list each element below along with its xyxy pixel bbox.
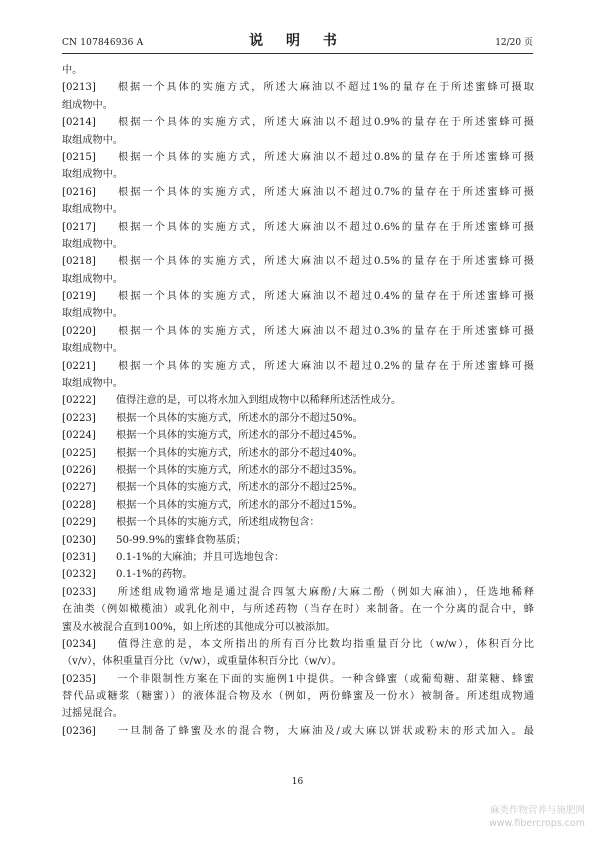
document-type-title: 说 明 书 [249,33,346,49]
paragraph-number: [0216] [62,186,96,198]
page-ratio: 12/20 页 [495,38,533,48]
patent-number: CN 107846936 A [62,38,144,48]
paragraph-line [62,323,534,340]
paragraph-text: 50-99.9%的蜜蜂食物基质； [116,534,247,546]
paragraph-line [62,723,534,740]
paragraph-number: [0215] [62,151,96,163]
paragraph-text: 根据一个具体的实施方式，所述大麻油以不超过0.4%的量存在于所述蜜蜂可摄 [116,291,534,303]
paragraph-line [62,445,534,462]
paragraph-number: [0221] [62,360,96,372]
paragraph-line [62,532,534,549]
paragraph-text: 根据一个具体的实施方式，所述大麻油以不超过1%的量存在于所述蜜蜂可摄取 [116,82,534,94]
paragraph-number: [0224] [62,430,96,442]
paragraph-line [62,497,534,514]
paragraph-text: 根据一个具体的实施方式，所述大麻油以不超过0.5%的量存在于所述蜜蜂可摄 [116,256,534,268]
paragraph-number: [0214] [62,117,96,129]
paragraph-text: 根据一个具体的实施方式，所述水的部分不超过35%。 [116,464,363,476]
paragraph-text: 一旦制备了蜂蜜及水的混合物，大麻油及/或大麻以饼状或粉末的形式加入。最 [116,725,534,737]
paragraph-text: 根据一个具体的实施方式，所述大麻油以不超过0.3%的量存在于所述蜜蜂可摄 [116,325,534,337]
paragraph-text: 取组成物中。 [62,308,124,320]
paragraph-text: 根据一个具体的实施方式，所述水的部分不超过40%。 [116,447,363,459]
paragraph-line [62,479,534,496]
paragraph-text: 在油类（例如橄榄油）或乳化剂中，与所述药物（当存在时）来制备。在一个分离的混合中，蜂 [62,604,534,616]
paragraph-text: 取组成物中。 [62,343,124,355]
paragraph-text: 取组成物中。 [62,273,124,285]
paragraph-text: 根据一个具体的实施方式，所述组成物包含： [116,517,320,529]
paragraph-number: [0220] [62,325,96,337]
paragraph-continuation-line [62,375,534,392]
paragraph-text: 取组成物中。 [62,378,124,390]
paragraph-line [62,253,534,270]
paragraph-line [62,636,534,653]
paragraph-text: 中。 [62,65,83,76]
paragraph-number: [0230] [62,534,96,546]
paragraph-text: 替代品或糖浆（糖蜜））的液体混合物及水（例如，两份蜂蜜及一份水）被制备。所述组成物通 [62,691,534,703]
paragraph-line [62,410,534,427]
watermark [489,804,585,830]
paragraph-number: [0213] [62,82,96,94]
paragraph-text: 值得注意的是，可以将水加入到组成物中以稀释所述活性成分。 [116,395,402,407]
paragraph-line [62,288,534,305]
paragraph-text: 0.1-1%的大麻油；并且可选地包含： [116,551,285,563]
paragraph-text: 根据一个具体的实施方式，所述大麻油以不超过0.6%的量存在于所述蜜蜂可摄 [116,221,534,233]
paragraph-line [62,149,534,166]
paragraph-number: [0233] [62,586,96,598]
paragraph-line [62,114,534,131]
paragraph-continuation-line [62,619,534,636]
paragraph-line [62,514,534,531]
paragraph-line [62,392,534,409]
watermark-url: www.fibercrops.com [488,818,585,829]
document-body [62,62,534,740]
paragraph-text: 根据一个具体的实施方式，所述水的部分不超过45%。 [116,430,363,442]
paragraph-text: 根据一个具体的实施方式，所述大麻油以不超过0.7%的量存在于所述蜜蜂可摄 [116,186,534,198]
header-rule [62,53,533,54]
paragraph-line [62,566,534,583]
paragraph-continuation-line [62,653,534,670]
paragraph-continuation-line [62,305,534,322]
paragraph-continuation-line [62,236,534,253]
paragraph-continuation-line [62,271,534,288]
paragraph-continuation-line [62,688,534,705]
paragraph-text: 所述组成物通常地是通过混合四氢大麻酚/大麻二酚（例如大麻油），任选地稀释 [116,586,534,598]
paragraph-continuation-line [62,166,534,183]
paragraph-line [62,358,534,375]
paragraph-number: [0223] [62,412,96,424]
paragraph-number: [0234] [62,638,96,650]
paragraph-continuation-line [62,601,534,618]
paragraph-number: [0227] [62,482,96,494]
paragraph-line [62,549,534,566]
paragraph-text: 根据一个具体的实施方式，所述水的部分不超过15%。 [116,499,363,511]
paragraph-number: [0229] [62,517,96,529]
paragraph-line [62,584,534,601]
paragraph-text: 一个非限制性方案在下面的实施例1中提供。一种含蜂蜜（或葡萄糖、甜菜糖、蜂蜜 [116,673,534,685]
paragraph-number: [0228] [62,499,96,511]
paragraph-number: [0218] [62,256,96,268]
paragraph-text: 根据一个具体的实施方式，所述大麻油以不超过0.9%的量存在于所述蜜蜂可摄 [116,117,534,129]
paragraph-text: 取组成物中。 [62,204,124,216]
paragraph-text: 根据一个具体的实施方式，所述水的部分不超过25%。 [116,482,363,494]
paragraph-line [62,219,534,236]
paragraph-line [62,184,534,201]
paragraph-number: [0219] [62,291,96,303]
paragraph-number: [0217] [62,221,96,233]
page-header [62,30,533,52]
paragraph-continuation-line [62,201,534,218]
paragraph-text: 取组成物中。 [62,238,124,250]
paragraph-text: 组成物中。 [62,99,113,111]
paragraph-number: [0225] [62,447,96,459]
paragraph-number: [0226] [62,464,96,476]
paragraph-text: 取组成物中。 [62,169,124,181]
paragraph-number: [0232] [62,569,96,581]
paragraph-line [62,79,534,96]
paragraph-number: [0236] [62,725,96,737]
paragraph-text: （v/v），体积重量百分比（v/w），或重量体积百分比（w/v）。 [62,656,342,668]
paragraph-text: 根据一个具体的实施方式，所述水的部分不超过50%。 [116,412,363,424]
paragraph-text: 蜜及水被混合直到100%，如上所述的其他成分可以被添加。 [62,621,336,633]
paragraph-text: 0.1-1%的药物。 [116,569,193,581]
paragraph-text: 取组成物中。 [62,134,124,146]
paragraph-continuation-line [62,97,534,114]
paragraph-number: [0222] [62,395,96,407]
watermark-site-name: 麻类作物营养与施肥网 [489,805,585,816]
paragraph-continuation-line [62,340,534,357]
paragraph-text: 过摇晃混合。 [62,708,124,720]
paragraph-text: 值得注意的是，本文所指出的所有百分比数均指重量百分比（w/w），体积百分比 [116,638,534,650]
paragraph-line [62,462,534,479]
paragraph-line [62,671,534,688]
paragraph-continuation-line [62,62,534,79]
paragraph-number: [0235] [62,673,96,685]
paragraph-continuation-line [62,705,534,722]
paragraph-number: [0231] [62,551,96,563]
paragraph-continuation-line [62,132,534,149]
page-number: 16 [291,777,304,787]
paragraph-line [62,427,534,444]
paragraph-text: 根据一个具体的实施方式，所述大麻油以不超过0.2%的量存在于所述蜜蜂可摄 [116,360,534,372]
paragraph-text: 根据一个具体的实施方式，所述大麻油以不超过0.8%的量存在于所述蜜蜂可摄 [116,151,534,163]
